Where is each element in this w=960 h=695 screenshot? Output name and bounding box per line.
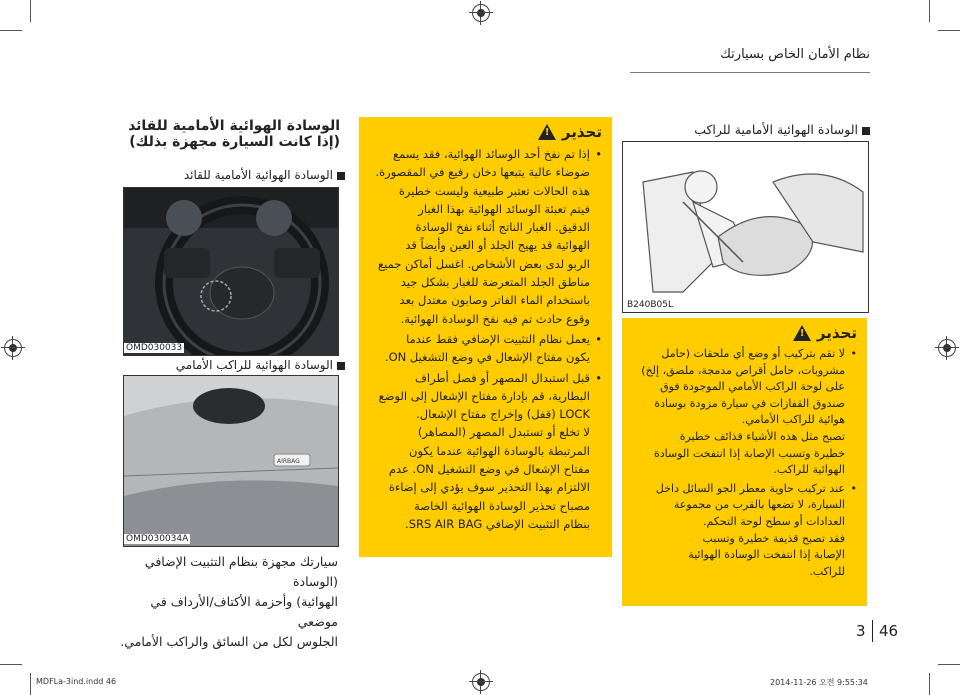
image-code: OMD030034A: [126, 534, 189, 544]
warning-line: • عند تركيب حاوية معطر الجو السائل داخل: [655, 481, 845, 495]
dashboard-illustration: [124, 376, 338, 546]
page-number: 46: [879, 622, 899, 640]
paragraph-line: سيارتك مجهزة بنظام التثبيت الإضافي (الوسادة: [144, 554, 338, 589]
warning-line: • قبل استبدال المصهر أو فصل أطراف: [414, 370, 590, 385]
passenger-airbag-drawing: [623, 142, 868, 312]
warning-line: خطيرة وتسبب الإصابة إذا انتفخت الوسادة: [654, 446, 845, 460]
warning-line: على لوحة الراكب الأمامي الموجودة فوق: [660, 380, 845, 394]
warning-line: صندوق القفازات في سيارة مزودة بوسادة: [654, 396, 845, 410]
warning-item: [369, 330, 602, 367]
warning-line: تصبح مثل هذه الأشياء قذائف خطيرة: [679, 429, 845, 443]
right-warning-box: [622, 318, 867, 606]
warning-line: فيتم تعبئة الوسائد الهوائية بهذا الغبار: [418, 201, 590, 216]
warning-line: مناطق الجلد المتعرضة للغبار بشكل جيد: [400, 275, 590, 290]
crop-mark: [938, 30, 960, 31]
airbag-illustration: [622, 141, 869, 313]
warning-triangle-icon: !: [793, 325, 811, 341]
crop-mark: [0, 30, 22, 31]
warning-line: العدادات أو سطح لوحة التحكم.: [702, 514, 845, 528]
caption-text: الوسادة الهوائية الأمامية للراكب: [694, 122, 858, 137]
warning-line: وقوع حادث تم فيه نفخ الوسادة الهوائية.: [400, 311, 590, 326]
warning-line: بنظام التثبيت الإضافي SRS AIR BAG.: [405, 516, 590, 531]
warning-line: فقد تصبح قذيفة خطيرة وتسبب: [702, 531, 845, 545]
registration-mark-icon: [472, 4, 490, 22]
caption-text: الوسادة الهوائية الأمامية للقائد: [183, 168, 333, 182]
warning-line: LOCK (قفل) وإخراج مفتاح الإشعال.: [416, 407, 590, 422]
warning-line: لا تخلع أو تستبدل المصهر (المصاهر): [417, 425, 590, 440]
warning-line: الالتزام بهذا التحذير سوف يؤدي إلى إضاءة: [388, 480, 590, 495]
bullet-square-icon: [337, 362, 345, 370]
warning-line: للراكب.: [809, 564, 845, 578]
warning-title-text: تحذير: [561, 123, 602, 141]
heading-line-2: (إذا كانت السيارة مجهزة بذلك): [129, 134, 340, 150]
crop-mark: [30, 673, 31, 695]
warning-line: مصباح تحذير الوسادة الهوائية الخاصة: [414, 498, 590, 513]
warning-line: مفتاح الإشعال في وضع التشغيل ON. عدم: [388, 462, 590, 477]
svg-text:AIRBAG: AIRBAG: [277, 458, 300, 465]
warning-line: مشروبات، حامل أقراص مدمجة، ملصق، إلخ): [641, 363, 845, 377]
bullet-square-icon: [862, 127, 870, 135]
crop-mark: [0, 664, 22, 665]
warning-item: [369, 145, 602, 328]
warning-line: • يعمل نظام التثبيت الإضافي فقط عندما: [406, 331, 590, 346]
warning-line: هذه الحالات تعتبر طبيعية وليست خطيرة: [398, 183, 590, 198]
warning-item: [369, 369, 602, 534]
passenger-section-caption: [620, 122, 870, 137]
warning-line: السيارة، لا تضعها بالقرب من مجموعة: [673, 498, 845, 512]
registration-mark-icon: [4, 339, 22, 357]
warning-line: البطارية، قم بإدارة مفتاح الإشعال إلى الوضع: [378, 388, 590, 403]
warning-line: المرتبطة بالوسادة الهوائية عندما يكون: [409, 443, 590, 458]
crop-mark: [929, 0, 930, 22]
warning-line: • إذا تم نفخ أحد الوسائد الهوائية، فقد يسمع: [392, 147, 590, 161]
footer-file: MDFLa-3ind.indd 46: [36, 677, 117, 686]
warning-item: [632, 346, 857, 479]
crop-mark: [929, 673, 930, 695]
paragraph-line: الهوائية) وأحزمة الأكتاف/الأرداف في موضعي: [150, 594, 338, 629]
warning-list: [369, 145, 602, 533]
warning-line: ضوضاء عالية يتبعها دخان رفيع في المقصورة.: [375, 165, 590, 180]
warning-line: • لا تقم بتركيب أو وضع أي ملحقات (حامل: [661, 347, 845, 360]
passenger-airbag-caption: [125, 358, 345, 372]
chapter-number: 3: [856, 622, 866, 640]
intro-paragraph: [118, 552, 338, 652]
warning-line: الدقيق. الغبار الناتج أثناء نفخ الوسادة: [415, 220, 590, 235]
warning-list: [632, 346, 857, 580]
middle-warning-box: [359, 117, 612, 557]
warning-line: الهوائية قد يهيج الجلد أو العين وأيضاً قد: [405, 238, 590, 253]
warning-line: الربو لدى بعض الأشخاص. اغسل أماكن جميع: [378, 256, 590, 271]
warning-triangle-icon: !: [538, 124, 556, 140]
heading-line-1: الوسادة الهوائية الأمامية للقائد: [128, 118, 340, 134]
steering-wheel-photo: [123, 187, 339, 356]
warning-line: الهوائية للراكب.: [773, 463, 845, 477]
image-code: B240B05L: [627, 300, 673, 310]
registration-mark-icon: [472, 673, 490, 691]
image-code: OMD030033: [126, 343, 183, 353]
warning-line: باستخدام الماء الفاتر وصابون معتدل بعد: [399, 293, 590, 308]
header-divider: [630, 72, 870, 73]
caption-text: الوسادة الهوائية للراكب الأمامي: [175, 358, 333, 372]
crop-mark: [938, 664, 960, 665]
warning-title-text: تحذير: [816, 324, 857, 342]
section-heading: [90, 118, 340, 150]
footer-date: 2014-11-26 오전 9:55:34: [770, 678, 868, 687]
driver-airbag-caption: [125, 168, 345, 182]
warning-title: [622, 318, 867, 342]
steering-wheel-illustration: [124, 188, 338, 355]
warning-line: هوائية للراكب الأمامي.: [741, 413, 845, 427]
warning-line: الإصابة إذا انتفخت الوسادة الهوائية: [688, 548, 845, 562]
bullet-square-icon: [337, 172, 345, 180]
warning-item: [632, 481, 857, 581]
paragraph-line: الجلوس لكل من السائق والراكب الأمامي.: [120, 634, 338, 649]
header-title: نظام الأمان الخاص بسيارتك: [720, 47, 870, 62]
dashboard-photo: [123, 375, 339, 547]
warning-title: [359, 117, 612, 141]
warning-line: يكون مفتاح الإشعال في وضع التشغيل ON.: [384, 350, 590, 365]
page-number-divider: [872, 620, 873, 642]
crop-mark: [30, 0, 31, 22]
registration-mark-icon: [938, 339, 956, 357]
